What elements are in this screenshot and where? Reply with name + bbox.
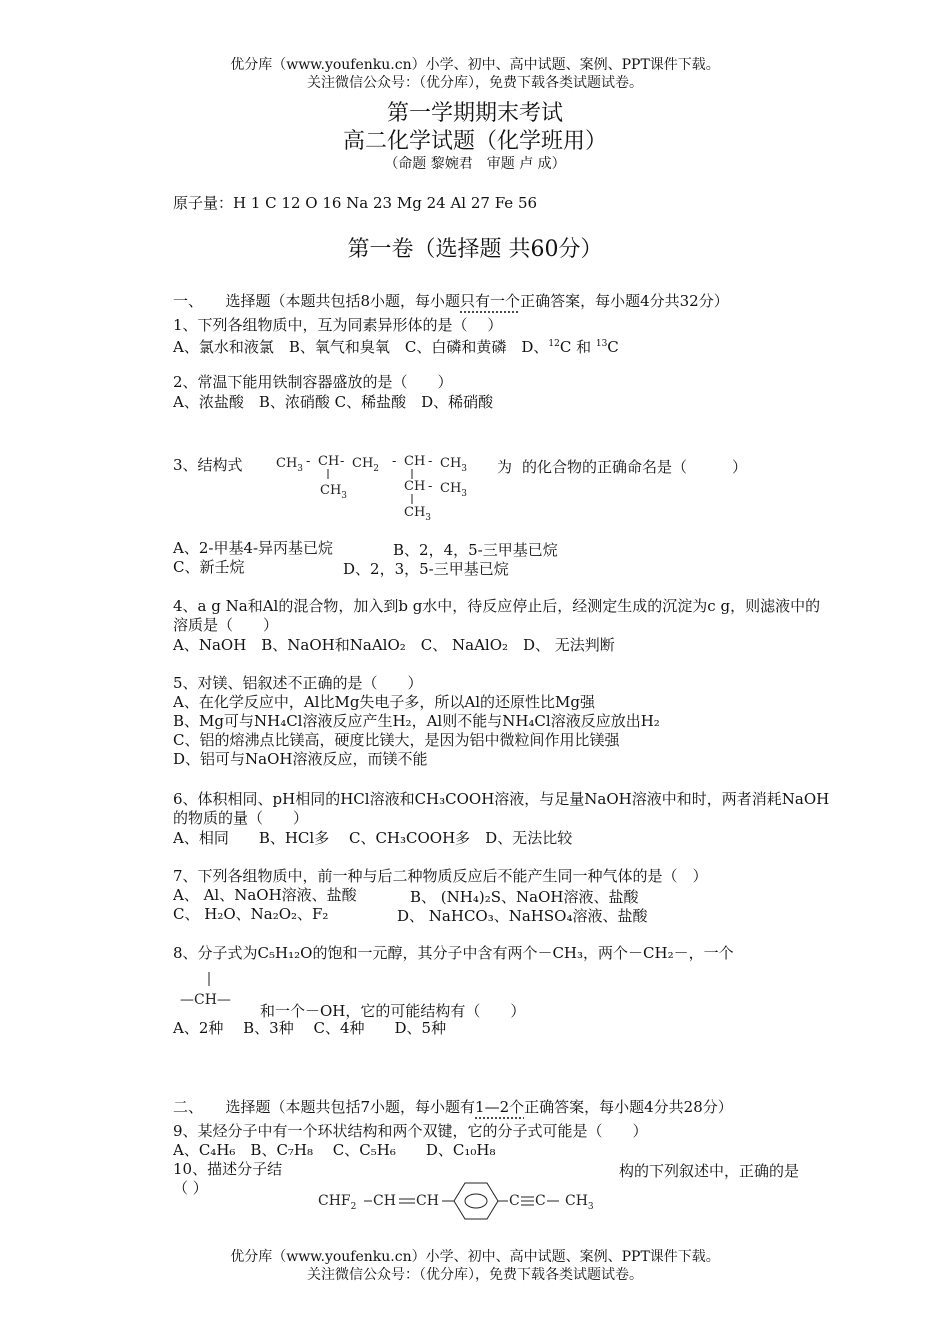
q3-ch-1: CH <box>318 454 340 469</box>
q3-option-c: C、新壬烷 <box>173 558 245 576</box>
q1-iso2-symbol: C <box>607 338 619 356</box>
q3-stem-mid: 为 <box>497 458 513 476</box>
q3-ch3-branch-3: $CH_3$ <box>404 505 432 523</box>
q3-option-a: A、2-甲基4-异丙基已烷 <box>173 539 334 557</box>
page-header <box>0 56 950 92</box>
section-2-heading-post: 正确答案，每小题4分共28分） <box>524 1098 733 1116</box>
section-1-heading-dotted <box>460 292 520 310</box>
q5-stem: 5、对镁、铝叙述不正确的是（ ） <box>173 674 423 692</box>
volume-title: 第一卷（选择题 共60分） <box>347 237 603 262</box>
q7-option-c: C、 H₂O、Na₂O₂、F₂ <box>173 905 329 923</box>
section-2-heading-pre: 二、 选择题（本题共包括7小题，每小题有 <box>173 1098 476 1116</box>
q1-iso1-symbol: C 和 <box>559 338 596 356</box>
q10-blank: （ ） <box>173 1179 208 1197</box>
q3-ch2: $CH_2$ <box>352 456 380 474</box>
q4-options: A、NaOH B、NaOH和NaAlO₂ C、 NaAlO₂ D、 无法判断 <box>173 636 615 654</box>
header-line-2: 关注微信公众号：（优分库），免费下载各类试题试卷。 <box>307 75 643 91</box>
q9-options: A、C₄H₆ B、C₇H₈ C、C₅H₆ D、C₁₀H₈ <box>173 1141 496 1159</box>
q7-stem: 7、下列各组物质中，前一种与后二种物质反应后不能产生同一种气体的是（ ） <box>173 867 708 885</box>
q10-chf2: $CHF_2$ <box>318 1193 357 1212</box>
q3-dash-2: - <box>340 454 345 469</box>
q5-option-c: C、铝的熔沸点比镁高，硬度比镁大，是因为铝中微粒间作用比镁强 <box>173 731 620 749</box>
q8-options: A、2种 B、3种 C、4种 D、5种 <box>173 1019 447 1037</box>
q3-ch3-left: $CH_3$ <box>276 456 304 474</box>
atomic-masses: 原子量：H 1 C 12 O 16 Na 23 Mg 24 Al 27 Fe 56 <box>173 194 538 212</box>
q8-continuation: 和一个－OH，它的可能结构有（ ） <box>260 1002 526 1020</box>
footer-line-2: 关注微信公众号：（优分库），免费下载各类试题试卷。 <box>307 1267 643 1283</box>
q1-options-text: A、氯水和液氯 B、氧气和臭氧 C、白磷和黄磷 D、 <box>173 338 549 356</box>
q3-option-d: D、2，3，5-三甲基已烷 <box>343 560 509 578</box>
q3-option-b: B、2，4，5-三甲基已烷 <box>393 541 558 559</box>
header-line-1: 优分库（www.youfenku.cn）小学、初中、高中试题、案例、PPT课件下载。 <box>230 57 720 73</box>
q3-stem-post: 的化合物的正确命名是（ ） <box>522 458 748 476</box>
q2-options: A、浓盐酸 B、浓硝酸 C、稀盐酸 D、稀硝酸 <box>173 393 494 411</box>
q4-stem: 4、a g Na和Al的混合物，加入到b g水中，待反应停止后，经测定生成的沉淀为c g，则滤液中的溶质是（ ） <box>173 597 821 634</box>
section-1-heading <box>173 292 729 311</box>
q1-stem: 1、下列各组物质中，互为同素异形体的是（ ） <box>173 316 503 334</box>
q6-stem: 6、体积相同、pH相同的HCl溶液和CH₃COOH溶液，与足量NaOH溶液中和时，两者消耗NaOH的物质的量（ ） <box>173 790 830 827</box>
section-1-dotted-text: 只有一个 <box>460 292 521 310</box>
footer-line-1: 优分库（www.youfenku.cn）小学、初中、高中试题、案例、PPT课件下载。 <box>230 1249 720 1265</box>
section-2-heading <box>173 1098 733 1117</box>
q3-dash-5: - <box>428 479 433 494</box>
q10-c-2: C <box>535 1193 546 1209</box>
q8-methine-text: —CH— <box>180 992 231 1008</box>
q5-option-b: B、Mg可与NH₄Cl溶液反应产生H₂，Al则不能与NH₄Cl溶液反应放出H₂ <box>173 712 660 730</box>
q10-benzene-circle <box>465 1194 487 1208</box>
section-1-heading-post: 正确答案，每小题4分共32分） <box>520 292 729 310</box>
q2-stem: 2、常温下能用铁制容器盛放的是（ ） <box>173 373 453 391</box>
q9-stem: 9、某烃分子中有一个环状结构和两个双键，它的分子式可能是（ ） <box>173 1122 648 1140</box>
q7-option-b: B、 (NH₄)₂S、NaOH溶液、盐酸 <box>410 888 639 906</box>
q3-dash-4: - <box>428 454 433 469</box>
q3-ch3-right: $CH_3$ <box>440 456 468 474</box>
exam-subtitle: 高二化学试题（化学班用） <box>342 129 607 154</box>
q3-structure-formula <box>272 448 492 526</box>
section-1-heading-pre: 一、 选择题（本题共包括8小题，每小题 <box>173 292 461 310</box>
q1-iso2-mass: 13 <box>595 339 608 349</box>
q5-option-a: A、在化学反应中，Al比Mg失电子多，所以Al的还原性比Mg强 <box>173 693 596 711</box>
q7-option-d: D、 NaHCO₃、NaHSO₄溶液、盐酸 <box>397 907 648 925</box>
exam-authors: （命题 黎婉君 审题 卢 成） <box>384 156 566 172</box>
q3-ch3-branch-1: $CH_3$ <box>320 483 348 501</box>
q6-options: A、相同 B、HCl多 C、CH₃COOH多 D、无法比较 <box>173 829 573 847</box>
q10-ch3: $CH_3$ <box>565 1193 594 1212</box>
page-footer <box>0 1248 950 1284</box>
q8-methine-group <box>178 968 258 1008</box>
q10-ch-1: CH <box>373 1193 396 1209</box>
q10-stem-post: 构的下列叙述中，正确的是 <box>619 1162 800 1180</box>
q3-ch-branch: CH <box>404 479 426 494</box>
q10-ch-2: CH <box>416 1193 439 1209</box>
q7-option-a: A、 Al、NaOH溶液、盐酸 <box>173 886 357 904</box>
q10-stem-pre: 10、描述分子结 <box>173 1160 283 1178</box>
exam-title: 第一学期期末考试 <box>386 101 563 126</box>
q3-stem-pre: 3、结构式 <box>173 456 243 474</box>
q10-c-1: C <box>509 1193 520 1209</box>
q1-options <box>173 335 619 357</box>
q3-dash-3: - <box>392 454 397 469</box>
q1-iso1-mass: 12 <box>548 339 560 349</box>
q5-option-d: D、铝可与NaOH溶液反应，而镁不能 <box>173 750 428 768</box>
q10-structure-formula <box>316 1178 606 1222</box>
section-2-dotted-text: 1—2个 <box>475 1098 525 1116</box>
q8-stem: 8、分子式为C₅H₁₂O的饱和一元醇，其分子中含有两个－CH₃，两个－CH₂－，一个 <box>173 944 734 962</box>
q10-benzene-ring <box>454 1183 498 1219</box>
q3-ch-2: CH <box>404 454 426 469</box>
q3-dash-1: - <box>306 454 311 469</box>
q3-ch3-branch-2: $CH_3$ <box>440 481 468 499</box>
